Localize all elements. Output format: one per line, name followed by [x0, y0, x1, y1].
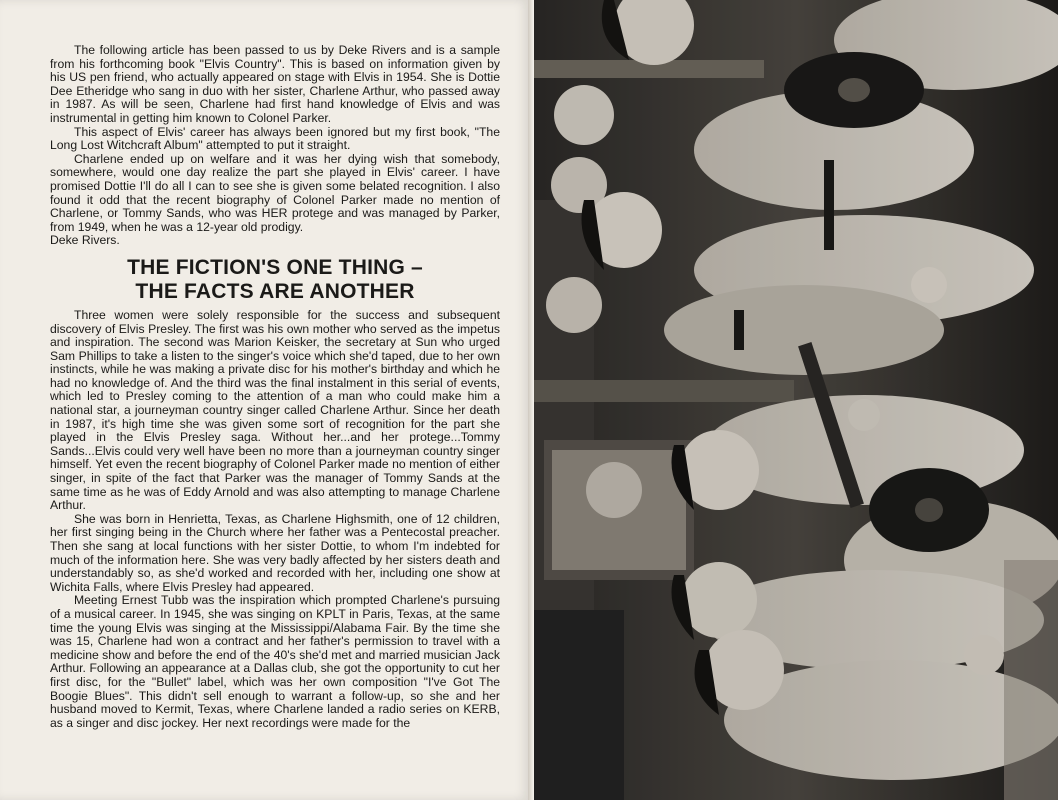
intro-paragraph-2: This aspect of Elvis' career has always been ignored but my first book, "The Long Lost Witchcraft Album" attempted to put it straight. — [50, 124, 500, 153]
body-paragraph-2: She was born in Henrietta, Texas, as Charlene Highsmith, one of 12 children, her first singing being in the Church where her father was a Pentecostal preacher. Then she sang at local functions with her sister Dottie, to whom I'm indebted for much of the information here. She was very badly affected by her sisters death and understandably so, as she'd worked and recorded with her, including one show at Wichita Falls, where Elvis Presley had appeared. — [50, 511, 500, 594]
article-text — [50, 44, 500, 730]
intro-paragraph-3: Charlene ended up on welfare and it was her dying wish that somebody, somewhere, would one day realize the part she played in Elvis' career. I have promised Dottie I'll do all I can to see she is given some belated recognition. I also found it odd that the recent biography of Colonel Parker made no mention of Charlene, or Tommy Sands, who was HER protege and was managed by Parker, from 1949, when he was a 12-year old prodigy. — [50, 151, 500, 234]
headline-line-1: THE FICTION'S ONE THING – — [127, 255, 423, 279]
signature: Deke Rivers. — [50, 233, 120, 248]
article-headline — [50, 256, 500, 304]
group-photo-icon — [534, 0, 1058, 800]
body-paragraph-1: Three women were solely responsible for the success and subsequent discovery of Elvis Presley. The first was his own mother who served as the impetus and inspiration. The second was Marion Keisker, the secretary at Sun who urged Sam Phillips to take a listen to the singer's voice which she'd taped, due to her own instincts, while he was making a private disc for his mother's birthday and which he had no knowledge of. And the third was the final instalment in this serial of events, which led to Presley coming to the attention of a man who could make him a national star, a journeyman country singer called Charlene Arthur. Since her death in 1987, it's high time she was given some sort of recognition for the part she played in the Elvis Presley saga. Without her...and her protege...Tommy Sands...Elvis could very well have been no more than a journeyman country singer himself. Yet even the recent biography of Colonel Parker made no mention of either singer, in spite of the fact that Parker was the manager of Tommy Sands at the same time as he was of Eddy Arnold and was also attempting to manage Charlene Arthur. — [50, 307, 500, 513]
headline-line-2: THE FACTS ARE ANOTHER — [135, 279, 415, 303]
right-page-photo — [534, 0, 1058, 800]
intro-paragraph-1: The following article has been passed to us by Deke Rivers and is a sample from his forthcoming book "Elvis Country". This is based on information given by his US pen friend, who actually appeared on stage with Elvis in 1954. She is Dottie Dee Etheridge who sang in duo with her sister, Charlene Arthur, who passed away in 1987. As will be seen, Charlene had first hand knowledge of Elvis and was instrumental in getting him known to Colonel Parker. — [50, 43, 500, 125]
body-paragraph-3: Meeting Ernest Tubb was the inspiration which prompted Charlene's pursuing of a musical career. In 1945, she was singing on KPLT in Paris, Texas, at the same time the young Elvis was singing at the Mississippi/Alabama Fair. By the time she was 15, Charlene had won a contract and her father's permission to travel with a medicine show and before the end of the 40's she'd met and married musician Jack Arthur. Following an appearance at a Dallas club, she got the opportunity to cut her first disc, for the "Bullet" label, which was her own composition "I've Got The Boogie Blues". This didn't sell enough to warrant a follow-up, so she and her husband moved to Kermit, Texas, where Charlene landed a radio series on KERB, as a singer and disc jockey. Her next recordings were made for the — [50, 593, 500, 730]
